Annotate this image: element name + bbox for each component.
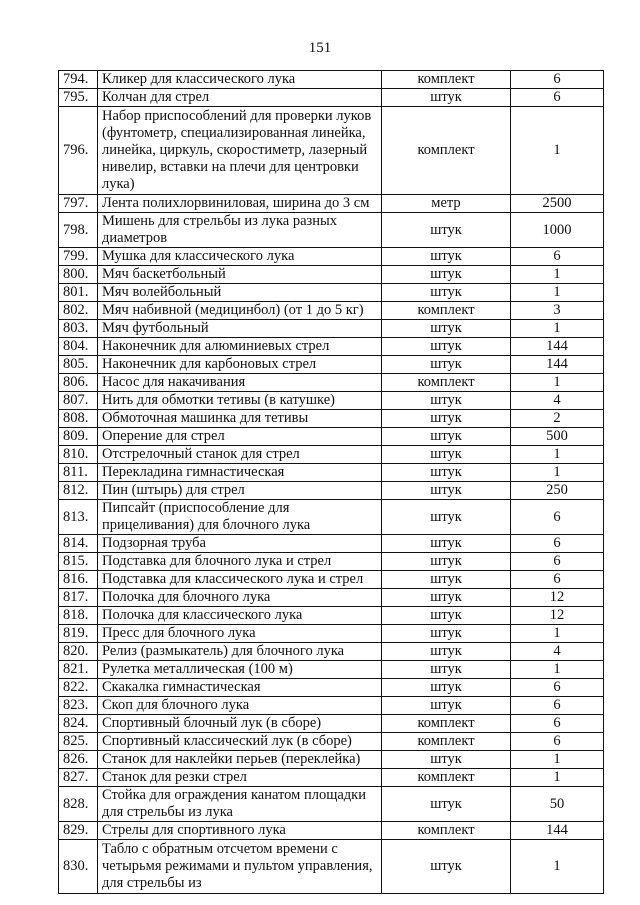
item-quantity: 6 [511, 553, 604, 571]
table-row [59, 571, 604, 589]
item-unit: комплект [382, 107, 511, 195]
table-row [59, 374, 604, 392]
item-quantity: 144 [511, 338, 604, 356]
item-unit: штук [382, 535, 511, 553]
item-name: Колчан для стрел [98, 89, 382, 107]
item-name: Наконечник для карбоновых стрел [98, 356, 382, 374]
item-unit: штук [382, 213, 511, 248]
item-quantity: 1 [511, 840, 604, 894]
row-number: 794. [59, 71, 98, 89]
item-unit: штук [382, 697, 511, 715]
item-quantity: 6 [511, 71, 604, 89]
item-name: Отстрелочный станок для стрел [98, 446, 382, 464]
row-number: 813. [59, 500, 98, 535]
row-number: 802. [59, 302, 98, 320]
item-name: Скоп для блочного лука [98, 697, 382, 715]
table-row [59, 213, 604, 248]
item-name: Подзорная труба [98, 535, 382, 553]
item-unit: штук [382, 284, 511, 302]
row-number: 820. [59, 643, 98, 661]
item-name: Подставка для блочного лука и стрел [98, 553, 382, 571]
item-unit: комплект [382, 769, 511, 787]
item-name: Релиз (размыкатель) для блочного лука [98, 643, 382, 661]
item-quantity: 144 [511, 356, 604, 374]
row-number: 814. [59, 535, 98, 553]
item-quantity: 6 [511, 571, 604, 589]
item-quantity: 4 [511, 392, 604, 410]
table-row [59, 625, 604, 643]
row-number: 830. [59, 840, 98, 894]
table-body [59, 71, 604, 894]
item-name: Стойка для ограждения канатом площадки для стрельбы из лука [98, 787, 382, 822]
row-number: 796. [59, 107, 98, 195]
item-quantity: 1000 [511, 213, 604, 248]
row-number: 828. [59, 787, 98, 822]
item-quantity: 6 [511, 89, 604, 107]
item-unit: штук [382, 464, 511, 482]
page-number: 151 [308, 40, 332, 56]
item-unit: штук [382, 248, 511, 266]
item-quantity: 250 [511, 482, 604, 500]
item-name: Насос для накачивания [98, 374, 382, 392]
table-row [59, 661, 604, 679]
item-name: Наконечник для алюминиевых стрел [98, 338, 382, 356]
item-name: Мишень для стрельбы из лука разных диаметров [98, 213, 382, 248]
item-name: Подставка для классического лука и стрел [98, 571, 382, 589]
table-row [59, 787, 604, 822]
item-unit: штук [382, 625, 511, 643]
table-row [59, 428, 604, 446]
item-name: Спортивный блочный лук (в сборе) [98, 715, 382, 733]
item-unit: штук [382, 266, 511, 284]
row-number: 819. [59, 625, 98, 643]
item-unit: штук [382, 392, 511, 410]
item-name: Мяч баскетбольный [98, 266, 382, 284]
row-number: 809. [59, 428, 98, 446]
item-unit: штук [382, 840, 511, 894]
item-unit: штук [382, 751, 511, 769]
item-name: Мяч набивной (медицинбол) (от 1 до 5 кг) [98, 302, 382, 320]
item-name: Пипсайт (приспособление для прицеливания) для блочного лука [98, 500, 382, 535]
table-row [59, 643, 604, 661]
row-number: 805. [59, 356, 98, 374]
row-number: 798. [59, 213, 98, 248]
row-number: 825. [59, 733, 98, 751]
item-unit: комплект [382, 302, 511, 320]
table-row [59, 356, 604, 374]
item-name: Мяч волейбольный [98, 284, 382, 302]
row-number: 829. [59, 822, 98, 840]
table-row [59, 733, 604, 751]
item-unit: штук [382, 787, 511, 822]
item-name: Пин (штырь) для стрел [98, 482, 382, 500]
table-row [59, 410, 604, 428]
item-name: Нить для обмотки тетивы (в катушке) [98, 392, 382, 410]
item-quantity: 6 [511, 679, 604, 697]
item-quantity: 2500 [511, 195, 604, 213]
item-quantity: 3 [511, 302, 604, 320]
row-number: 816. [59, 571, 98, 589]
row-number: 808. [59, 410, 98, 428]
table-row [59, 769, 604, 787]
row-number: 795. [59, 89, 98, 107]
item-name: Пресс для блочного лука [98, 625, 382, 643]
table-row [59, 500, 604, 535]
item-quantity: 1 [511, 661, 604, 679]
row-number: 810. [59, 446, 98, 464]
item-unit: комплект [382, 715, 511, 733]
table-row [59, 392, 604, 410]
table-row [59, 446, 604, 464]
item-name: Обмоточная машинка для тетивы [98, 410, 382, 428]
item-unit: штук [382, 428, 511, 446]
item-quantity: 6 [511, 697, 604, 715]
item-unit: метр [382, 195, 511, 213]
item-unit: комплект [382, 374, 511, 392]
item-quantity: 1 [511, 625, 604, 643]
item-quantity: 500 [511, 428, 604, 446]
table-row [59, 89, 604, 107]
item-unit: штук [382, 643, 511, 661]
item-name: Скакалка гимнастическая [98, 679, 382, 697]
row-number: 824. [59, 715, 98, 733]
table-row [59, 607, 604, 625]
item-name: Мяч футбольный [98, 320, 382, 338]
item-unit: комплект [382, 822, 511, 840]
item-quantity: 2 [511, 410, 604, 428]
item-quantity: 1 [511, 266, 604, 284]
item-unit: комплект [382, 71, 511, 89]
item-unit: штук [382, 571, 511, 589]
item-name: Полочка для классического лука [98, 607, 382, 625]
item-unit: штук [382, 338, 511, 356]
table-row [59, 822, 604, 840]
item-name: Рулетка металлическая (100 м) [98, 661, 382, 679]
row-number: 822. [59, 679, 98, 697]
item-name: Табло с обратным отсчетом времени с четырьмя режимами и пультом управления, для стрельбы из [98, 840, 382, 894]
item-quantity: 1 [511, 751, 604, 769]
item-name: Полочка для блочного лука [98, 589, 382, 607]
table-row [59, 284, 604, 302]
row-number: 811. [59, 464, 98, 482]
row-number: 827. [59, 769, 98, 787]
table-row [59, 679, 604, 697]
item-name: Мушка для классического лука [98, 248, 382, 266]
item-quantity: 6 [511, 715, 604, 733]
item-unit: штук [382, 89, 511, 107]
row-number: 799. [59, 248, 98, 266]
row-number: 826. [59, 751, 98, 769]
item-unit: комплект [382, 733, 511, 751]
item-unit: штук [382, 589, 511, 607]
item-unit: штук [382, 446, 511, 464]
item-quantity: 6 [511, 733, 604, 751]
table-row [59, 302, 604, 320]
item-unit: штук [382, 482, 511, 500]
item-quantity: 1 [511, 107, 604, 195]
row-number: 821. [59, 661, 98, 679]
table-row [59, 338, 604, 356]
table-row [59, 589, 604, 607]
row-number: 806. [59, 374, 98, 392]
row-number: 804. [59, 338, 98, 356]
item-quantity: 6 [511, 248, 604, 266]
table-row [59, 697, 604, 715]
item-name: Перекладина гимнастическая [98, 464, 382, 482]
item-name: Спортивный классический лук (в сборе) [98, 733, 382, 751]
table-row [59, 195, 604, 213]
item-unit: штук [382, 320, 511, 338]
item-name: Станок для наклейки перьев (переклейка) [98, 751, 382, 769]
item-name: Набор приспособлений для проверки луков (фунтометр, специализированная линейка, линейка, циркуль, скоростиметр, лазерный нивелир, вставки на плечи для центровки лука) [98, 107, 382, 195]
item-unit: штук [382, 500, 511, 535]
item-name: Станок для резки стрел [98, 769, 382, 787]
item-quantity: 1 [511, 320, 604, 338]
table-row [59, 535, 604, 553]
table-row [59, 107, 604, 195]
table-row [59, 751, 604, 769]
row-number: 818. [59, 607, 98, 625]
row-number: 797. [59, 195, 98, 213]
item-unit: штук [382, 679, 511, 697]
item-unit: штук [382, 661, 511, 679]
equipment-table [58, 70, 604, 894]
item-name: Кликер для классического лука [98, 71, 382, 89]
row-number: 815. [59, 553, 98, 571]
item-name: Оперение для стрел [98, 428, 382, 446]
item-quantity: 144 [511, 822, 604, 840]
item-unit: штук [382, 553, 511, 571]
item-quantity: 50 [511, 787, 604, 822]
item-unit: штук [382, 410, 511, 428]
row-number: 817. [59, 589, 98, 607]
table-row [59, 464, 604, 482]
row-number: 807. [59, 392, 98, 410]
item-quantity: 12 [511, 589, 604, 607]
item-quantity: 4 [511, 643, 604, 661]
item-name: Стрелы для спортивного лука [98, 822, 382, 840]
item-name: Лента полихлорвиниловая, ширина до 3 см [98, 195, 382, 213]
item-quantity: 1 [511, 374, 604, 392]
table-row [59, 715, 604, 733]
item-quantity: 1 [511, 446, 604, 464]
row-number: 823. [59, 697, 98, 715]
table-row [59, 266, 604, 284]
item-quantity: 6 [511, 535, 604, 553]
table-row [59, 553, 604, 571]
item-unit: штук [382, 356, 511, 374]
item-quantity: 6 [511, 500, 604, 535]
item-quantity: 1 [511, 769, 604, 787]
item-quantity: 1 [511, 464, 604, 482]
item-unit: штук [382, 607, 511, 625]
table-row [59, 320, 604, 338]
row-number: 801. [59, 284, 98, 302]
table-row [59, 248, 604, 266]
row-number: 800. [59, 266, 98, 284]
row-number: 812. [59, 482, 98, 500]
table-row [59, 71, 604, 89]
item-quantity: 12 [511, 607, 604, 625]
row-number: 803. [59, 320, 98, 338]
item-quantity: 1 [511, 284, 604, 302]
table-row [59, 840, 604, 894]
table-row [59, 482, 604, 500]
